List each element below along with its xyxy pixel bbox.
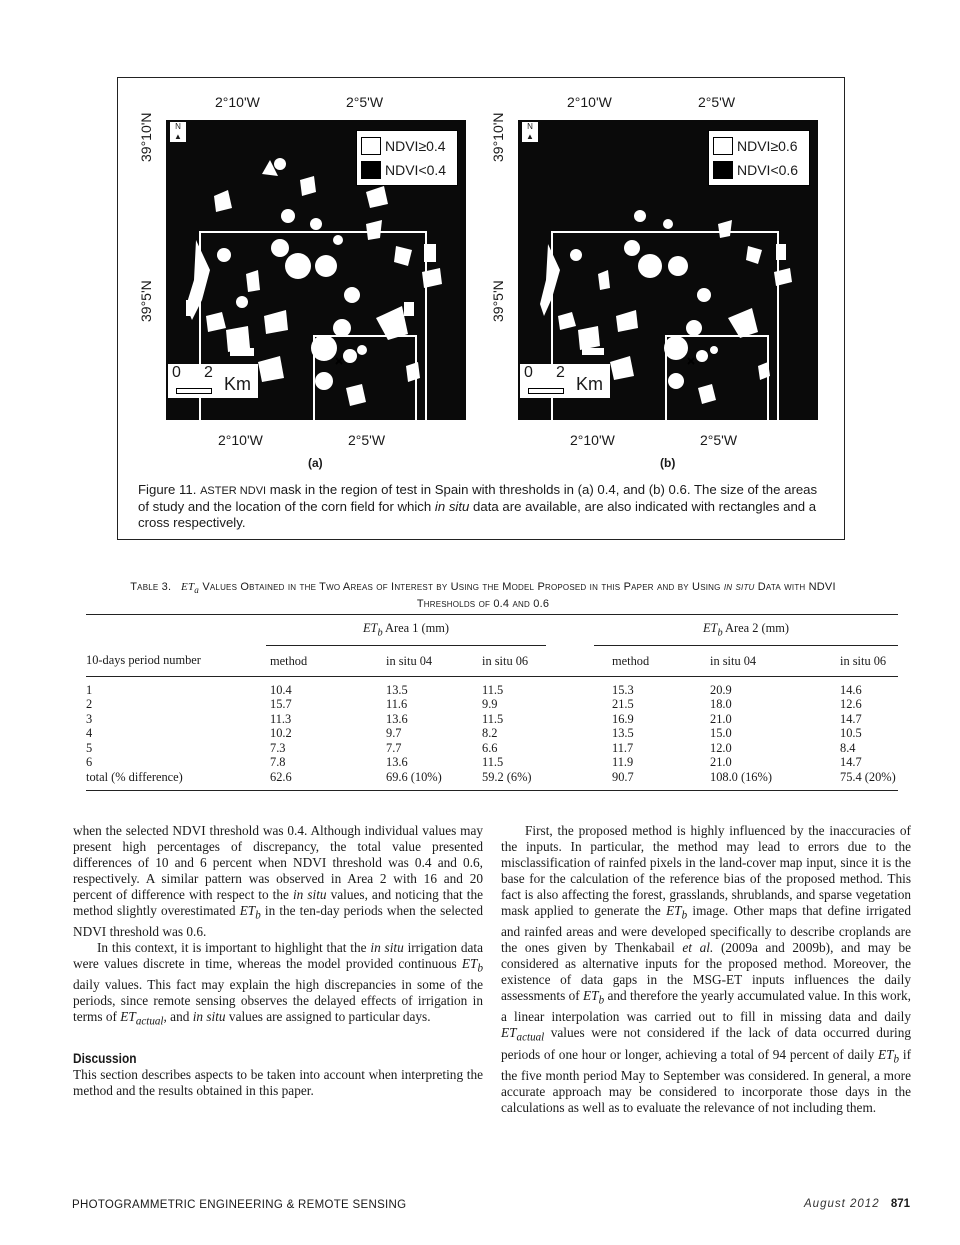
table-cell: 3 bbox=[86, 711, 93, 726]
group-header-area1: $ET_b$ Area 1 (mm) bbox=[266, 615, 546, 646]
figure-panel-a bbox=[118, 78, 468, 548]
table-cell: 12.6 bbox=[840, 697, 862, 711]
sensor-name: ASTER NDVI bbox=[200, 485, 267, 497]
caption-text: mask in the region of test in Spain with thresholds in (a) 0.4, and (b) 0.6. The size of the areas of study and the location of the corn field for which bbox=[138, 482, 818, 514]
table-cell: 13.5 bbox=[612, 726, 634, 740]
lon-label-top-2: 2°5'W bbox=[346, 94, 384, 110]
scale-bar-graphic bbox=[176, 388, 212, 394]
page-footer bbox=[804, 1198, 910, 1210]
table-row bbox=[86, 741, 898, 756]
journal-name: PHOTOGRAMMETRIC ENGINEERING & REMOTE SENSING bbox=[72, 1199, 407, 1211]
table-cell: 8.2 bbox=[482, 726, 498, 740]
table-row bbox=[86, 755, 898, 770]
table-title-insitu: in situ bbox=[723, 581, 755, 593]
table-cell: 7.3 bbox=[270, 740, 286, 755]
legend-label: NDVI≥0.6 bbox=[737, 138, 798, 154]
lon-label-top-1: 2°10'W bbox=[215, 94, 260, 110]
table-cell: 12.0 bbox=[710, 740, 732, 755]
lon-label-top-2: 2°5'W bbox=[698, 94, 736, 110]
legend-label: NDVI<0.4 bbox=[385, 162, 447, 178]
table-row bbox=[86, 770, 898, 785]
table-cell: 9.9 bbox=[482, 697, 498, 711]
table-cell: 15.7 bbox=[270, 697, 292, 711]
table-row bbox=[86, 726, 898, 741]
legend-item-high bbox=[361, 135, 446, 157]
et-symbol: $ET_a$ bbox=[181, 581, 200, 596]
group-header-area2: $ET_b$ Area 2 (mm) bbox=[594, 615, 898, 646]
paragraph: when the selected NDVI threshold was 0.4. Although individual values may present high percentages of discrepancy, the total value presented differences of 10 and 6 percent when NDVI threshold was 0.4 and 0.6, respectively. A similar pattern was observed in Area 2 with 16 and 20 percent of difference with respect to the in situ values, and noticing that the method slightly overestimated $ET_b$ in the ten-day periods when the selected NDVI threshold was 0.6. bbox=[73, 823, 484, 940]
section-heading: Discussion bbox=[73, 1049, 137, 1066]
table-title bbox=[88, 580, 878, 611]
figure-panel-b bbox=[470, 78, 820, 548]
table-cell: 90.7 bbox=[612, 769, 634, 784]
table-row bbox=[86, 712, 898, 727]
table-cell: 62.6 bbox=[270, 769, 292, 784]
swatch-black bbox=[713, 161, 733, 179]
table-cell: 1 bbox=[86, 682, 93, 697]
north-arrow-icon: N ▲ bbox=[522, 122, 538, 142]
column-header: in situ 06 bbox=[482, 653, 529, 668]
data-table bbox=[86, 614, 898, 791]
table-label: Table 3. bbox=[130, 581, 172, 593]
issue-date: August 2012 bbox=[804, 1198, 880, 1210]
table-cell: 21.0 bbox=[710, 711, 732, 726]
table-cell: 2 bbox=[86, 697, 93, 711]
table-cell: 7.8 bbox=[270, 755, 286, 769]
table-cell: 10.2 bbox=[270, 726, 292, 740]
lon-label-bottom-1: 2°10'W bbox=[218, 432, 263, 448]
table-cell: 11.6 bbox=[386, 697, 408, 711]
caption-text: data are available, are also indicated with rectangles and a cross respectively. bbox=[138, 499, 817, 530]
ndvi-mask-map-a bbox=[166, 120, 466, 420]
table-cell: 20.9 bbox=[710, 682, 732, 697]
scale-bar-graphic bbox=[528, 388, 564, 394]
lon-label-bottom-2: 2°5'W bbox=[348, 432, 386, 448]
scale-zero: 0 bbox=[172, 364, 181, 381]
table-cell: 14.6 bbox=[840, 682, 862, 697]
ndvi-mask-map-b bbox=[518, 120, 818, 420]
table-cell: 59.2 (6%) bbox=[482, 769, 532, 784]
scale-bar bbox=[520, 364, 610, 398]
table-cell: 11.5 bbox=[482, 682, 504, 697]
right-text-column bbox=[501, 823, 911, 1116]
scale-unit: Km bbox=[224, 374, 251, 394]
swatch-white bbox=[713, 137, 733, 155]
paragraph: First, the proposed method is highly influenced by the inaccuracies of the inputs. In particular, the method may lead to errors due to the misclassification of rainfed pixels in the land-cover map input, since it is the base for the calculation of the reference bias of the proposed method. This fact is also affecting the forest, grasslands, shrublands, and sparse vegetation mask applied to generate the $ET_b$ image. Other maps that define irrigated and rainfed areas and were developed specifically to describe croplands are the ones given by Thenkabail et al. (2009a and 2009b), and may be considered as alternative inputs for the proposed method. Moreover, the existence of data gaps in the MSG-ET inputs influences the daily assessments of $ET_b$ and therefore the yearly accumulated value. In this work, a linear interpolation was carried out to fill in missing data and daily $ET_{actual}$ values were not considered if the lack of data occurred during periods of one hour or longer, achieving a total of 94 percent of daily $ET_b$ if the five month period May to September was considered. In general, a more accurate approach may be considered to incorporate those days in the calculations as well as to evaluate the relevance of not including them. bbox=[501, 823, 912, 1116]
panel-label-b: (b) bbox=[660, 456, 676, 470]
table-cell: 15.0 bbox=[710, 726, 732, 740]
table-cell: total (% difference) bbox=[86, 769, 183, 784]
table-row bbox=[86, 683, 898, 698]
scale-two: 2 bbox=[556, 364, 565, 381]
table-title-text: Values Obtained in the Two Areas of Interest by Using the Model Proposed in this Paper and by Using bbox=[202, 581, 721, 593]
lat-label-2: 39°5'N bbox=[490, 280, 506, 322]
lon-label-top-1: 2°10'W bbox=[567, 94, 612, 110]
table-cell: 6 bbox=[86, 755, 93, 769]
swatch-white bbox=[361, 137, 381, 155]
column-header: method bbox=[270, 653, 308, 668]
lon-label-bottom-2: 2°5'W bbox=[700, 432, 738, 448]
table-cell: 13.6 bbox=[386, 755, 408, 769]
table-cell: 11.3 bbox=[270, 711, 292, 726]
legend-item-low bbox=[713, 159, 798, 181]
table-title-line2: Thresholds of 0.4 and 0.6 bbox=[416, 598, 550, 611]
legend bbox=[356, 130, 458, 186]
table-cell: 9.7 bbox=[386, 726, 402, 740]
column-header: in situ 04 bbox=[386, 653, 433, 668]
table-cell: 11.7 bbox=[612, 740, 634, 755]
table-cell: 11.5 bbox=[482, 755, 504, 769]
table-cell: 21.5 bbox=[612, 697, 634, 711]
legend-label: NDVI≥0.4 bbox=[385, 138, 446, 154]
table-cell: 13.5 bbox=[386, 682, 408, 697]
table-cell: 18.0 bbox=[710, 697, 732, 711]
table-title-text: Data with NDVI bbox=[757, 581, 836, 593]
scale-two: 2 bbox=[204, 364, 213, 381]
table-cell: 13.6 bbox=[386, 711, 408, 726]
north-arrow-icon: N ▲ bbox=[170, 122, 186, 142]
column-header: in situ 06 bbox=[840, 653, 887, 668]
swatch-black bbox=[361, 161, 381, 179]
scale-bar bbox=[168, 364, 258, 398]
table-cell: 15.3 bbox=[612, 682, 634, 697]
table-cell: 14.7 bbox=[840, 711, 862, 726]
column-header: in situ 04 bbox=[710, 653, 757, 668]
table-cell: 6.6 bbox=[482, 740, 498, 755]
caption-insitu: in situ bbox=[434, 499, 470, 514]
table-cell: 5 bbox=[86, 740, 93, 755]
legend-label: NDVI<0.6 bbox=[737, 162, 799, 178]
column-header: method bbox=[612, 653, 650, 668]
left-text-column bbox=[73, 823, 483, 1099]
table-cell: 16.9 bbox=[612, 711, 634, 726]
figure-number: Figure 11. bbox=[138, 482, 197, 497]
table-body bbox=[86, 683, 898, 785]
column-header: 10-days period number bbox=[86, 653, 201, 668]
table-cell: 4 bbox=[86, 726, 93, 740]
table-cell: 8.4 bbox=[840, 740, 856, 755]
lat-label-2: 39°5'N bbox=[138, 280, 154, 322]
lat-label-1: 39°10'N bbox=[138, 112, 154, 162]
paragraph: This section describes aspects to be taken into account when interpreting the method and the results obtained in this paper. bbox=[73, 1066, 483, 1098]
legend-item-low bbox=[361, 159, 446, 181]
table-cell: 75.4 (20%) bbox=[840, 769, 896, 784]
table-cell: 10.4 bbox=[270, 682, 292, 697]
scale-zero: 0 bbox=[524, 364, 533, 381]
panel-label-a: (a) bbox=[308, 456, 323, 470]
figure-caption bbox=[138, 482, 818, 531]
table-cell: 21.0 bbox=[710, 755, 732, 769]
table-cell: 14.7 bbox=[840, 755, 862, 769]
legend-item-high bbox=[713, 135, 798, 157]
table-cell: 11.5 bbox=[482, 711, 504, 726]
legend bbox=[708, 130, 810, 186]
paragraph: In this context, it is important to highlight that the in situ irrigation data were values discrete in time, whereas the model provided continuous $ET_b$ daily values. This fact may explain the high discrepancies in some of the periods, since remote sensing observes the delayed effects of irrigation in terms of $ET_{actual}$, and in situ values are assigned to particular days. bbox=[73, 940, 484, 1028]
table-cell: 11.9 bbox=[612, 755, 634, 769]
table-cell: 10.5 bbox=[840, 726, 862, 740]
table-cell: 69.6 (10%) bbox=[386, 769, 442, 784]
table-cell: 108.0 (16%) bbox=[710, 769, 772, 784]
table-row bbox=[86, 697, 898, 712]
lat-label-1: 39°10'N bbox=[490, 112, 506, 162]
figure-11 bbox=[117, 77, 845, 540]
scale-unit: Km bbox=[576, 374, 603, 394]
lon-label-bottom-1: 2°10'W bbox=[570, 432, 615, 448]
table-cell: 7.7 bbox=[386, 740, 402, 755]
page-number: 871 bbox=[890, 1198, 910, 1210]
